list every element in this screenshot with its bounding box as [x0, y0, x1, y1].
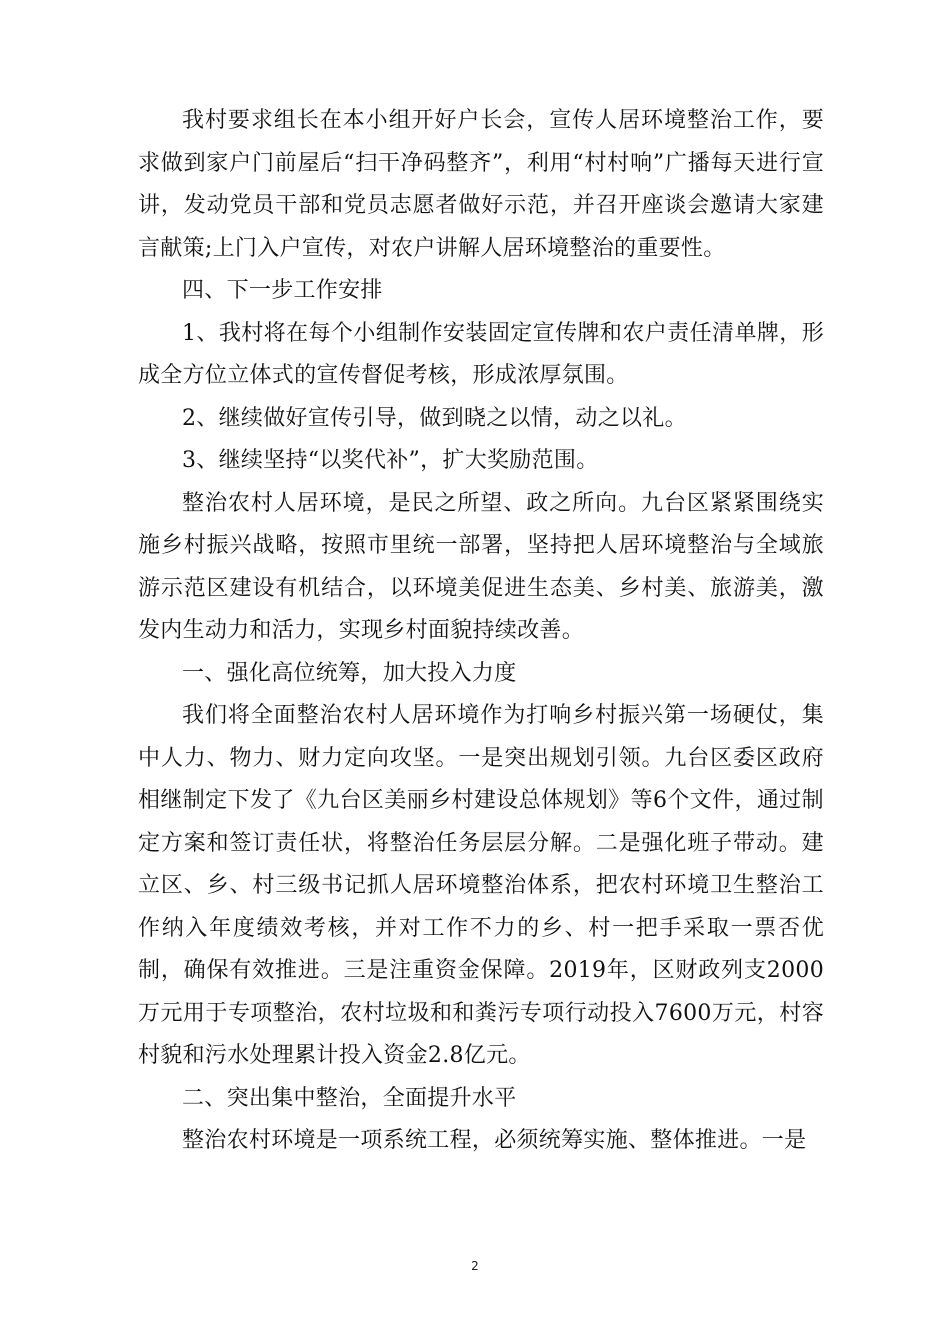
- heading-next-steps: 四、下一步工作安排: [182, 278, 383, 303]
- list-item-3: 3、继续坚持“以奖代补”，扩大奖励范围。: [182, 448, 599, 473]
- heading-section-1: 一、强化高位统筹，加大投入力度: [182, 660, 517, 686]
- paragraph-section-1: 我们将全面整治农村人居环境作为打响乡村振兴第一场硬仗，集中人力、物力、财力定向攻坚。一是突出规划引领。九台区委区政府相继制定下发了《九台区美丽乡村建设总体规划》等6个文件，通过制定方案和签订责任状，将整治任务层层分解。二是强化班子带动。建立区、乡、村三级书记抓人居环境整治体系，把农村环境卫生整治工作纳入年度绩效考核，并对工作不力的乡、村一把手采取一票否优制，确保有效推进。三是注重资金保障。2019年，区财政列支2000万元用于专项整治，农村垃圾和和粪污专项行动投入7600万元，村容村貌和污水处理累计投入资金2.8亿元。: [138, 703, 824, 1068]
- page-number: 2: [471, 1259, 479, 1273]
- list-item-2: 2、继续做好宣传引导，做到晓之以情，动之以礼。: [182, 405, 687, 431]
- heading-section-2: 二、突出集中整治，全面提升水平: [182, 1085, 517, 1111]
- list-item-1: 1、我村将在每个小组制作安装固定宣传牌和农户责任清单牌，形成全方位立体式的宣传督促考核，形成浓厚氛围。: [138, 320, 824, 388]
- paragraph-publicity: 我村要求组长在本小组开好户长会，宣传人居环境整治工作，要求做到家户门前屋后“扫干净码整齐”，利用“村村响”广播每天进行宣讲，发动党员干部和党员志愿者做好示范，并召开座谈会邀请大家建言献策;上门入户宣传，对农户讲解人居环境整治的重要性。: [138, 108, 824, 261]
- document-body: [138, 100, 824, 1163]
- paragraph-intro: 整治农村人居环境，是民之所望、政之所向。九台区紧紧围绕实施乡村振兴战略，按照市里统一部署，坚持把人居环境整治与全域旅游示范区建设有机结合，以环境美促进生态美、乡村美、旅游美，激发内生动力和活力，实现乡村面貌持续改善。: [138, 490, 824, 643]
- paragraph-section-2: 整治农村环境是一项系统工程，必须统筹实施、整体推进。一是: [182, 1128, 807, 1153]
